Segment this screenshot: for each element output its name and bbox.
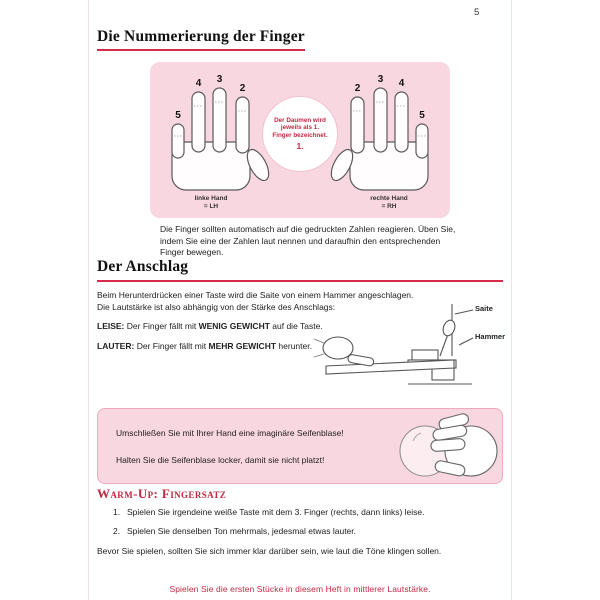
thumb-note-circle — [262, 96, 338, 172]
warmup-note: Bevor Sie spielen, sollten Sie sich immer klar darüber sein, wie laut die Töne klingen sollen. — [97, 546, 442, 556]
finger-number: 2 — [354, 83, 361, 94]
warmup-item-1-number: 1. — [113, 507, 121, 517]
lauter-suffix: herunter. — [278, 341, 312, 351]
anschlag-intro-line2: Die Lautstärke ist also abhängig von der Stärke des Anschlags: — [97, 301, 336, 312]
leise-line — [97, 321, 323, 333]
holding-hand — [431, 413, 497, 477]
saite-label: Saite — [475, 304, 493, 313]
lauter-line — [97, 341, 312, 353]
page-number: 5 — [474, 7, 480, 18]
hammer-label: Hammer — [475, 332, 506, 341]
lauter-mid: Der Finger fällt mit — [136, 341, 207, 351]
leise-strong: WENIG GEWICHT — [198, 321, 270, 331]
warmup-item-1-text: Spielen Sie irgendeine weiße Taste mit dem 3. Finger (rechts, dann links) leise. — [127, 507, 425, 517]
warmup-title: Warm-Up: Fingersatz — [97, 486, 227, 501]
hammer-head — [441, 319, 457, 338]
right-hand-label — [349, 195, 429, 211]
right-hand — [327, 88, 428, 190]
seifenblase-box — [97, 408, 503, 484]
finger-number: 4 — [398, 78, 405, 89]
finger-number: 3 — [216, 74, 223, 85]
lauter-strong: MEHR GEWICHT — [208, 341, 277, 351]
section-title-anschlag: Der Anschlag — [97, 258, 503, 282]
piano-action-illustration — [312, 298, 507, 403]
anschlag-intro-line1: Beim Herunterdrücken einer Taste wird die Saite von einem Hammer angeschlagen. — [97, 290, 414, 300]
warmup-footer: Spielen Sie die ersten Stücke in diesem Heft in mittlerer Lautstärke. — [169, 584, 431, 594]
warmup-item-2-text: Spielen Sie denselben Ton mehrmals, jedesmal etwas lauter. — [127, 526, 357, 536]
left-hand-label-text: linke Hand — [194, 195, 228, 202]
finger-numbering-diagram — [150, 62, 450, 218]
warmup-item-2 — [113, 526, 356, 536]
finger-number: 2 — [239, 83, 246, 94]
leise-prefix: LEISE: — [97, 321, 125, 331]
left-hand-label — [171, 195, 251, 211]
lauter-prefix: LAUTER: — [97, 341, 135, 351]
right-hand-abbr: = RH — [381, 203, 397, 210]
bubble-line1: Umschließen Sie mit Ihrer Hand eine imaginäre Seifenblase! — [116, 428, 344, 438]
warmup-item-1 — [113, 507, 425, 517]
leise-mid: Der Finger fällt mit — [126, 321, 197, 331]
thumb-note-text: Der Daumen wird jeweils als 1. Finger bezeichnet. — [272, 116, 328, 139]
thumb-number: 1. — [296, 141, 304, 152]
bubble-hand-illustration — [391, 411, 501, 483]
bubble-line2: Halten Sie die Seifenblase locker, damit sie nicht platzt! — [116, 455, 325, 465]
page-edge-right — [511, 0, 512, 600]
leise-suffix: auf die Taste. — [272, 321, 323, 331]
right-hand-label-text: rechte Hand — [370, 195, 408, 202]
finger-number: 5 — [175, 110, 181, 121]
left-hand — [172, 88, 273, 190]
page-edge-left — [88, 0, 89, 600]
left-hand-abbr: = LH — [203, 203, 219, 210]
finger-number: 3 — [377, 74, 384, 85]
numbering-paragraph: Die Finger sollten automatisch auf die gedruckten Zahlen reagieren. Üben Sie, indem Sie eine der Zahlen laut nennen und daraufhin den entsprechenden Finger bewegen. — [160, 224, 456, 257]
finger-number: 4 — [195, 78, 202, 89]
warmup-item-2-number: 2. — [113, 526, 121, 536]
finger-number: 5 — [419, 110, 425, 121]
section-title-nummerierung: Die Nummerierung der Finger — [97, 28, 305, 51]
